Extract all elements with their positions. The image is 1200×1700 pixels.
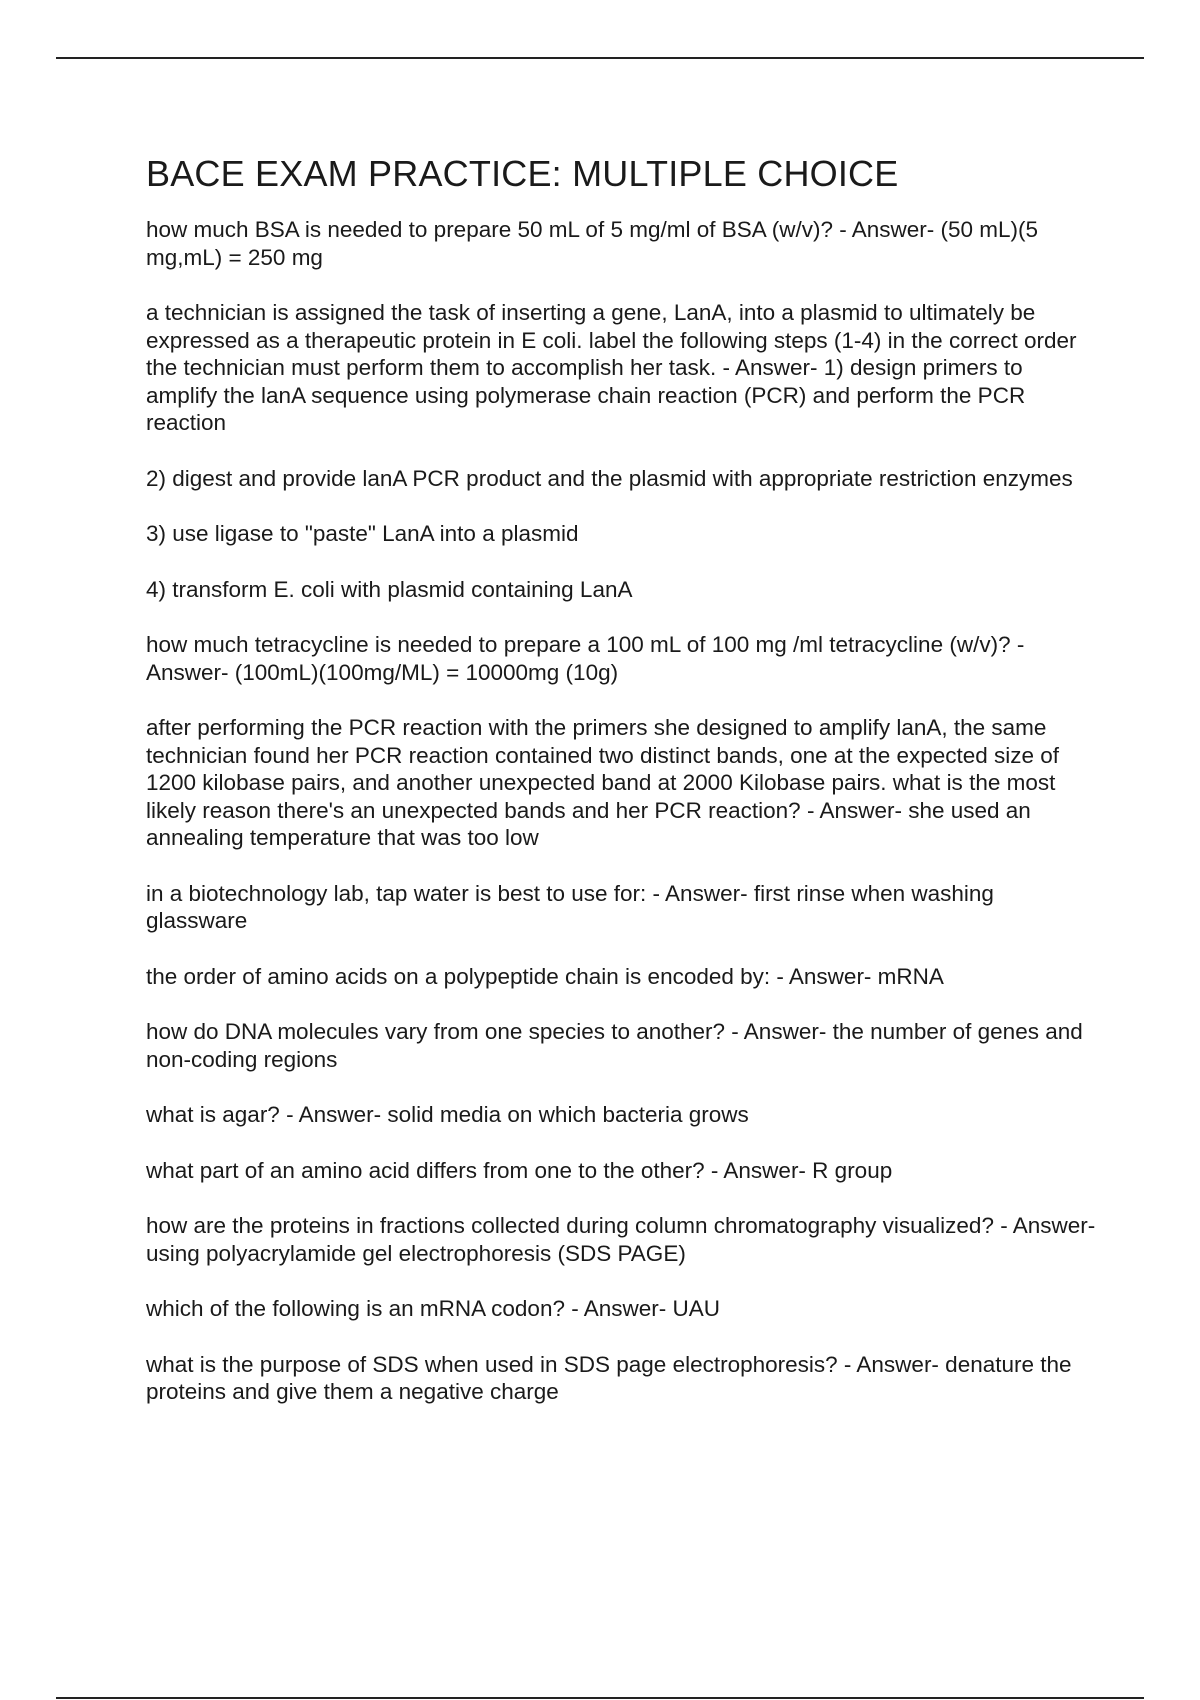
qa-item: which of the following is an mRNA codon? - Answer- UAU: [146, 1296, 721, 1321]
qa-item: a technician is assigned the task of inserting a gene, LanA, into a plasmid to ultimately be expressed as a therapeutic protein in E coli. label the following steps (1-4) in the correct order the technician must perform them to accomplish her task. - Answer- 1) design primers to amplify the lanA sequence using polymerase chain reaction (PCR) and perform the PCR reaction: [146, 300, 1077, 435]
qa-item: how are the proteins in fractions collected during column chromatography visualized? - Answer- using polyacrylamide gel electrophoresis (SDS PAGE): [146, 1213, 1096, 1266]
qa-item: what is the purpose of SDS when used in SDS page electrophoresis? - Answer- denature the proteins and give them a negative charge: [146, 1351, 1072, 1404]
qa-item: how much tetracycline is needed to prepare a 100 mL of 100 mg /ml tetracycline (w/v)? - Answer- (100mL)(100mg/ML) = 10000mg (10g): [146, 632, 1025, 685]
top-divider: [56, 57, 1144, 59]
qa-item: how do DNA molecules vary from one species to another? - Answer- the number of genes and non-coding regions: [146, 1019, 1083, 1072]
qa-item: what part of an amino acid differs from one to the other? - Answer- R group: [146, 1157, 893, 1183]
page-title: BACE EXAM PRACTICE: MULTIPLE CHOICE: [146, 153, 899, 194]
qa-item: 4) transform E. coli with plasmid containing LanA: [146, 576, 633, 602]
qa-item: what is agar? - Answer- solid media on which bacteria grows: [146, 1102, 749, 1127]
qa-item: 2) digest and provide lanA PCR product and the plasmid with appropriate restriction enzymes: [146, 465, 1073, 491]
qa-item: 3) use ligase to "paste" LanA into a plasmid: [146, 521, 579, 546]
bottom-divider: [56, 1697, 1144, 1699]
qa-item: after performing the PCR reaction with the primers she designed to amplify lanA, the same technician found her PCR reaction contained two distinct bands, one at the expected size of 1200 kilobase pairs, and another unexpected band at 2000 Kilobase pairs. what is the most likely reason there's an unexpected bands and her PCR reaction? - Answer- she used an annealing temperature that was too low: [146, 715, 1060, 850]
document-body: [146, 152, 1096, 1434]
qa-item: the order of amino acids on a polypeptide chain is encoded by: - Answer- mRNA: [146, 963, 944, 989]
qa-item: how much BSA is needed to prepare 50 mL of 5 mg/ml of BSA (w/v)? - Answer- (50 mL)(5 mg,mL) = 250 mg: [146, 217, 1039, 270]
qa-item: in a biotechnology lab, tap water is best to use for: - Answer- first rinse when washing glassware: [146, 880, 994, 933]
